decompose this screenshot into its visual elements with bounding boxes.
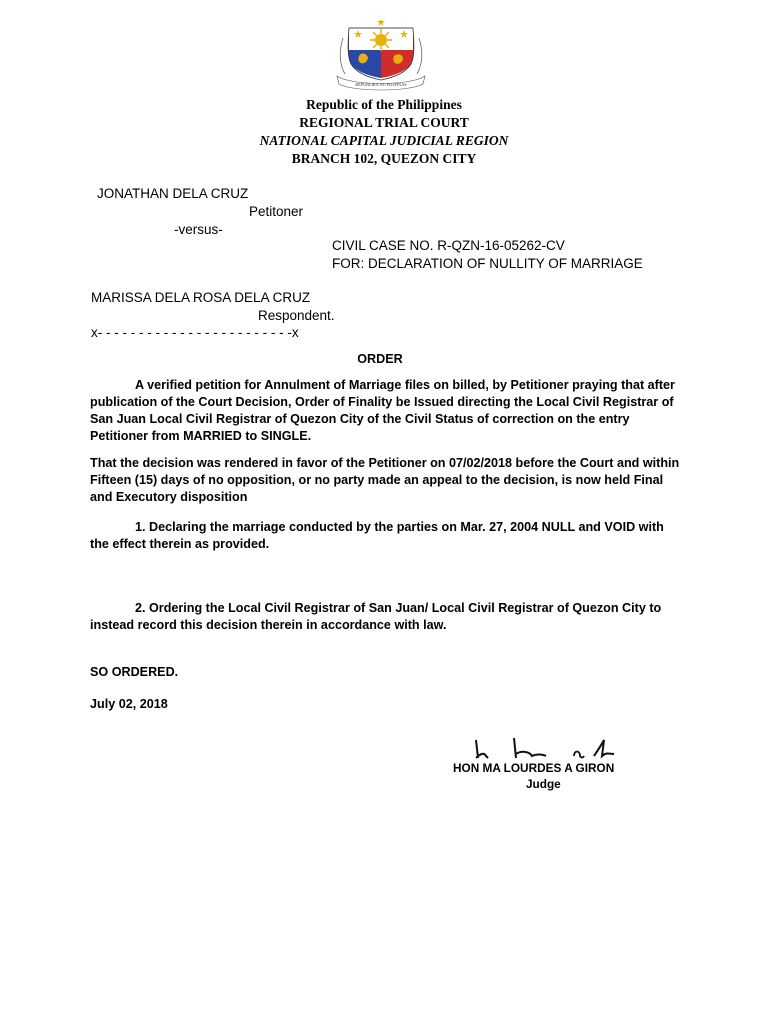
petitioner-name: JONATHAN DELA CRUZ bbox=[97, 186, 249, 201]
order-paragraph-1: A verified petition for Annulment of Marriage files on billed, by Petitioner praying that after publication of the Court Decision, Order of Finality be Issued directing the Local Civil Registrar of San Juan Local Civil Registrar of Quezon City of the Civil Status of correction on the entry Petitioner from MARRIED to SINGLE. bbox=[90, 378, 675, 443]
judge-title: Judge bbox=[526, 777, 561, 791]
order-paragraph-2: That the decision was rendered in favor of the Petitioner on 07/02/2018 before the Court and within Fifteen (15) days of no opposition, or no party made an appeal to the decision, is now held Final and Executory disposition bbox=[90, 456, 680, 504]
respondent-name: MARISSA DELA ROSA DELA CRUZ bbox=[91, 290, 311, 305]
svg-text:REPUBLIKA NG PILIPINAS: REPUBLIKA NG PILIPINAS bbox=[355, 82, 407, 87]
header-republic: Republic of the Philippines bbox=[306, 97, 462, 112]
case-nature: FOR: DECLARATION OF NULLITY OF MARRIAGE bbox=[332, 256, 643, 271]
header-region: NATIONAL CAPITAL JUDICIAL REGION bbox=[259, 133, 509, 148]
judge-name: HON MA LOURDES A GIRON bbox=[453, 761, 615, 775]
order-item-1: 1. Declaring the marriage conducted by the parties on Mar. 27, 2004 NULL and VOID with the effect therein as provided. bbox=[90, 520, 664, 551]
versus-label: -versus- bbox=[174, 222, 223, 237]
order-title: ORDER bbox=[357, 352, 403, 366]
judge-signature bbox=[470, 736, 620, 762]
respondent-label: Respondent. bbox=[258, 308, 335, 323]
caption-separator: x- - - - - - - - - - - - - - - - - - - - - - - -x bbox=[91, 325, 299, 340]
petitioner-label: Petitoner bbox=[249, 204, 304, 219]
order-item-2: 2. Ordering the Local Civil Registrar of San Juan/ Local Civil Registrar of Quezon City to instead record this decision therein in accordance with law. bbox=[90, 601, 662, 632]
so-ordered: SO ORDERED. bbox=[90, 665, 179, 679]
case-number: CIVIL CASE NO. R-QZN-16-05262-CV bbox=[332, 238, 565, 253]
header-court: REGIONAL TRIAL COURT bbox=[299, 115, 469, 130]
order-date: July 02, 2018 bbox=[90, 697, 168, 711]
philippine-seal-logo bbox=[331, 20, 431, 92]
header-branch: BRANCH 102, QUEZON CITY bbox=[291, 151, 477, 166]
